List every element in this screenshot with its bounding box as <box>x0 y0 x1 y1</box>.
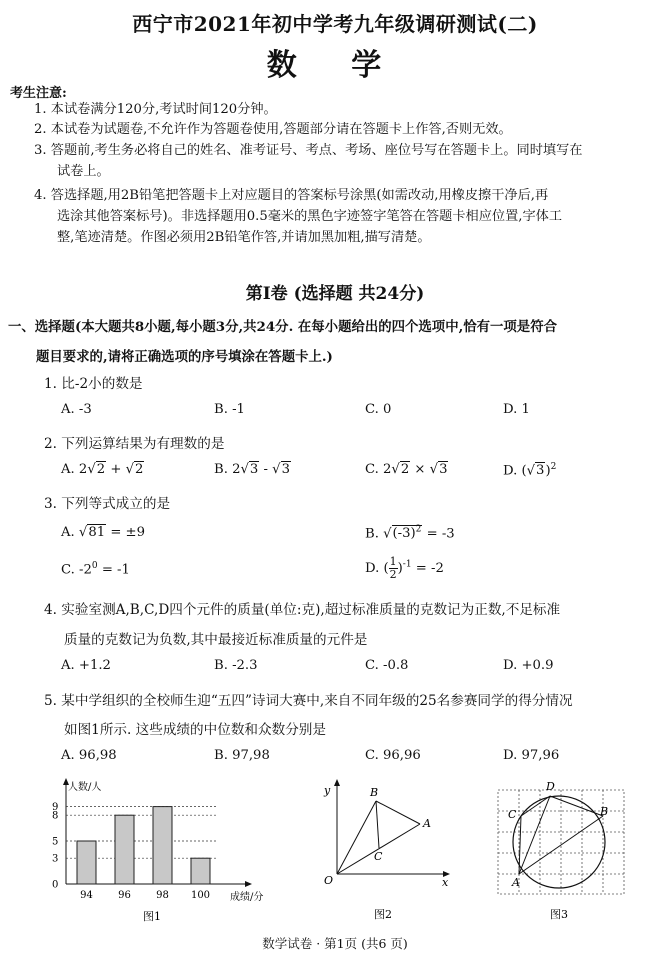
q1-option-b: B. -1 <box>214 402 245 417</box>
q3-b-radicand: (-3) <box>392 526 416 542</box>
q3-option-c <box>61 561 130 577</box>
q1-option-d: D. 1 <box>503 402 530 417</box>
q2-a-operator: + <box>110 462 122 477</box>
q2-d-exponent: 2 <box>550 462 557 472</box>
q1-option-a: A. -3 <box>61 402 92 417</box>
q2-c-radicand-1: 2 <box>400 462 410 477</box>
q3-c-exponent: 0 <box>91 561 98 571</box>
q3-c-label: C. <box>61 562 75 578</box>
q3-d-denominator: 2 <box>389 568 397 581</box>
figure-3 <box>490 776 640 926</box>
q3-d-label: D. <box>365 561 380 576</box>
fig3-caption: 图3 <box>550 908 568 921</box>
fig2-point-a: A <box>423 817 431 830</box>
fig1-y-tick-label: 0 <box>52 879 59 891</box>
q2-c-term: 2 <box>383 462 392 477</box>
part-heading-line-2: 题目要求的,请将正确选项的序号填涂在答题卡上.) <box>36 349 333 365</box>
notice-line-3-cont: 试卷上。 <box>57 164 110 179</box>
q2-a-label: A. <box>61 462 75 477</box>
notice-heading: 考生注意: <box>10 86 67 101</box>
q1-option-c: C. 0 <box>365 402 392 417</box>
fig1-bar-94 <box>77 841 96 884</box>
fig3-point-d: D <box>546 780 555 793</box>
fig1-bar-96 <box>115 815 134 884</box>
fig1-bar-100 <box>191 858 210 884</box>
q2-c-operator: × <box>414 462 426 477</box>
q4-stem-line-1: 4. 实验室测A,B,C,D四个元件的质量(单位:克),超过标准质量的克数记为正数,不足标准 <box>44 602 561 618</box>
q2-b-radicand-1: 3 <box>249 462 259 477</box>
q2-option-b: B. 2√3 - √3 <box>214 462 290 477</box>
q2-c-label: C. <box>365 462 379 477</box>
q5-option-b: B. 97,98 <box>214 748 270 763</box>
q1-stem: 1. 比-2小的数是 <box>44 376 143 392</box>
q5-stem-line-1: 5. 某中学组织的全校师生迎“五四”诗词大赛中,来自不同年级的25名参赛同学的得分情况 <box>44 693 573 709</box>
notice-line-4-cont-b: 整,笔迹清楚。作图必须用2B铅笔作答,并请加黑加粗,描写清楚。 <box>57 230 431 245</box>
fig2-segment-oa <box>337 824 420 874</box>
q3-option-b: B. $√(-3)^2 = -3$ <box>365 525 455 542</box>
page-footer: 数学试卷 · 第1页 (共6 页) <box>262 936 408 951</box>
q3-c-rhs: = -1 <box>101 562 130 578</box>
q3-c-base: -2 <box>79 562 92 578</box>
fig1-x-arrow <box>245 881 252 887</box>
q2-b-radicand-2: 3 <box>281 462 290 477</box>
fig2-segment-ba <box>376 801 420 824</box>
q3-d-rhs: = -2 <box>415 561 444 576</box>
q3-d-exponent: -1 <box>402 559 412 570</box>
notice-line-1: 1. 本试卷满分120分,考试时间120分钟。 <box>34 102 277 117</box>
q5-option-d: D. 97,96 <box>503 748 560 763</box>
figure-2 <box>312 776 462 926</box>
q2-option-d: D. $(√3)^2$ <box>503 462 557 479</box>
q2-a-radicand-1: 2 <box>96 462 106 477</box>
exam-title: 西宁市2021年初中学考九年级调研测试(二) <box>132 12 538 36</box>
q2-option-c: C. 2√2 × √3 <box>365 462 448 477</box>
q4-option-a: A. +1.2 <box>61 658 111 673</box>
fig2-segment-ob <box>337 801 376 874</box>
q4-option-b: B. -2.3 <box>214 658 258 673</box>
fig1-y-label: 人数/人 <box>68 782 102 793</box>
fig1-y-tick-label: 9 <box>52 802 59 814</box>
q3-b-rhs: = -3 <box>426 526 455 542</box>
q4-option-c: C. -0.8 <box>365 658 409 673</box>
q2-c-radicand-2: 3 <box>439 462 448 477</box>
fig1-y-tick-label: 3 <box>52 853 59 865</box>
figure-1-bar-chart <box>38 776 288 926</box>
q2-a-radicand-2: 2 <box>134 462 144 477</box>
fig1-caption: 图1 <box>143 910 161 923</box>
q3-a-rhs: = ±9 <box>110 525 145 540</box>
fig1-x-tick-label: 98 <box>156 890 169 901</box>
fig1-y-tick-label: 8 <box>52 810 59 822</box>
fig2-origin-label: O <box>324 874 334 887</box>
q2-option-a: A. 2√2 + √2 <box>61 462 144 477</box>
fig3-chord-ab <box>519 816 603 874</box>
fig2-caption: 图2 <box>374 908 392 921</box>
notice-line-4: 4. 答选择题,用2B铅笔把答题卡上对应题目的答案标号涂黑(如需改动,用橡皮擦干净后,再 <box>34 188 549 203</box>
fig3-point-b: B <box>600 805 609 818</box>
section-title: 第Ⅰ卷 (选择题 共24分) <box>245 284 425 304</box>
q3-option-a: A. √81 = ±9 <box>61 525 145 540</box>
q3-option-d: D. ( $\frac{1}{2}$ )$^{-1}$ = -2 <box>365 555 444 581</box>
q5-stem-line-2: 如图1所示. 这些成绩的中位数和众数分别是 <box>64 722 326 738</box>
fig2-x-label: x <box>442 876 449 889</box>
fig1-x-tick-label: 94 <box>80 890 93 901</box>
part-heading <box>8 312 663 372</box>
part-heading-line-1: 一、选择题(本大题共8小题,每小题3分,共24分. 在每小题给出的四个选项中,恰有一项是符合 <box>8 319 557 335</box>
fig2-point-b: B <box>370 786 379 799</box>
notice-line-3: 3. 答题前,考生务必将自己的姓名、准考证号、考点、考场、座位号写在答题卡上。同时填写在 <box>34 143 583 158</box>
q2-d-radicand: 3 <box>536 463 545 479</box>
fig1-plot-group <box>52 778 263 923</box>
q5-option-c: C. 96,96 <box>365 748 421 763</box>
fig1-y-tick-label: 5 <box>52 836 59 848</box>
q3-d-fraction <box>389 556 398 581</box>
fig1-x-tick-label: 100 <box>190 890 211 901</box>
fig3-chord-ad <box>519 796 550 874</box>
fig3-point-a: A <box>512 876 520 889</box>
fig2-y-arrow <box>334 779 340 786</box>
q3-b-label: B. <box>365 526 379 542</box>
fig1-x-label: 成绩/分 <box>230 892 264 903</box>
q3-a-label: A. <box>61 525 75 540</box>
fig1-bar-98 <box>153 807 172 884</box>
fig3-point-c: C <box>508 808 517 821</box>
q4-option-d: D. +0.9 <box>503 658 554 673</box>
q2-stem: 2. 下列运算结果为有理数的是 <box>44 436 225 452</box>
q2-b-term: 2 <box>232 462 241 477</box>
notice-line-2: 2. 本试卷为试题卷,不允许作为答题卷使用,答题部分请在答题卡上作答,否则无效。 <box>34 122 512 137</box>
q2-a-term: 2 <box>78 462 88 477</box>
fig2-y-label: y <box>324 784 331 797</box>
q3-stem: 3. 下列等式成立的是 <box>44 496 171 512</box>
fig2-point-c: C <box>374 850 383 863</box>
subject-title: 数 学 <box>266 48 404 83</box>
q2-d-label: D. <box>503 463 518 479</box>
fig1-x-tick-label: 96 <box>118 890 131 901</box>
q2-b-label: B. <box>214 462 228 477</box>
q3-d-numerator: 1 <box>389 555 397 568</box>
q5-option-a: A. 96,98 <box>61 748 117 763</box>
q4-stem-line-2: 质量的克数记为负数,其中最接近标准质量的元件是 <box>64 632 368 648</box>
notice-line-4-cont-a: 选涂其他答案标号)。非选择题用0.5毫米的黑色字迹签字笔答在答题卡相应位置,字体工 <box>57 209 563 224</box>
fig2-segment-bc <box>376 801 379 848</box>
q2-b-operator: - <box>263 462 268 477</box>
q3-a-radicand: 81 <box>88 525 106 540</box>
q3-b-exponent: 2 <box>415 525 422 535</box>
